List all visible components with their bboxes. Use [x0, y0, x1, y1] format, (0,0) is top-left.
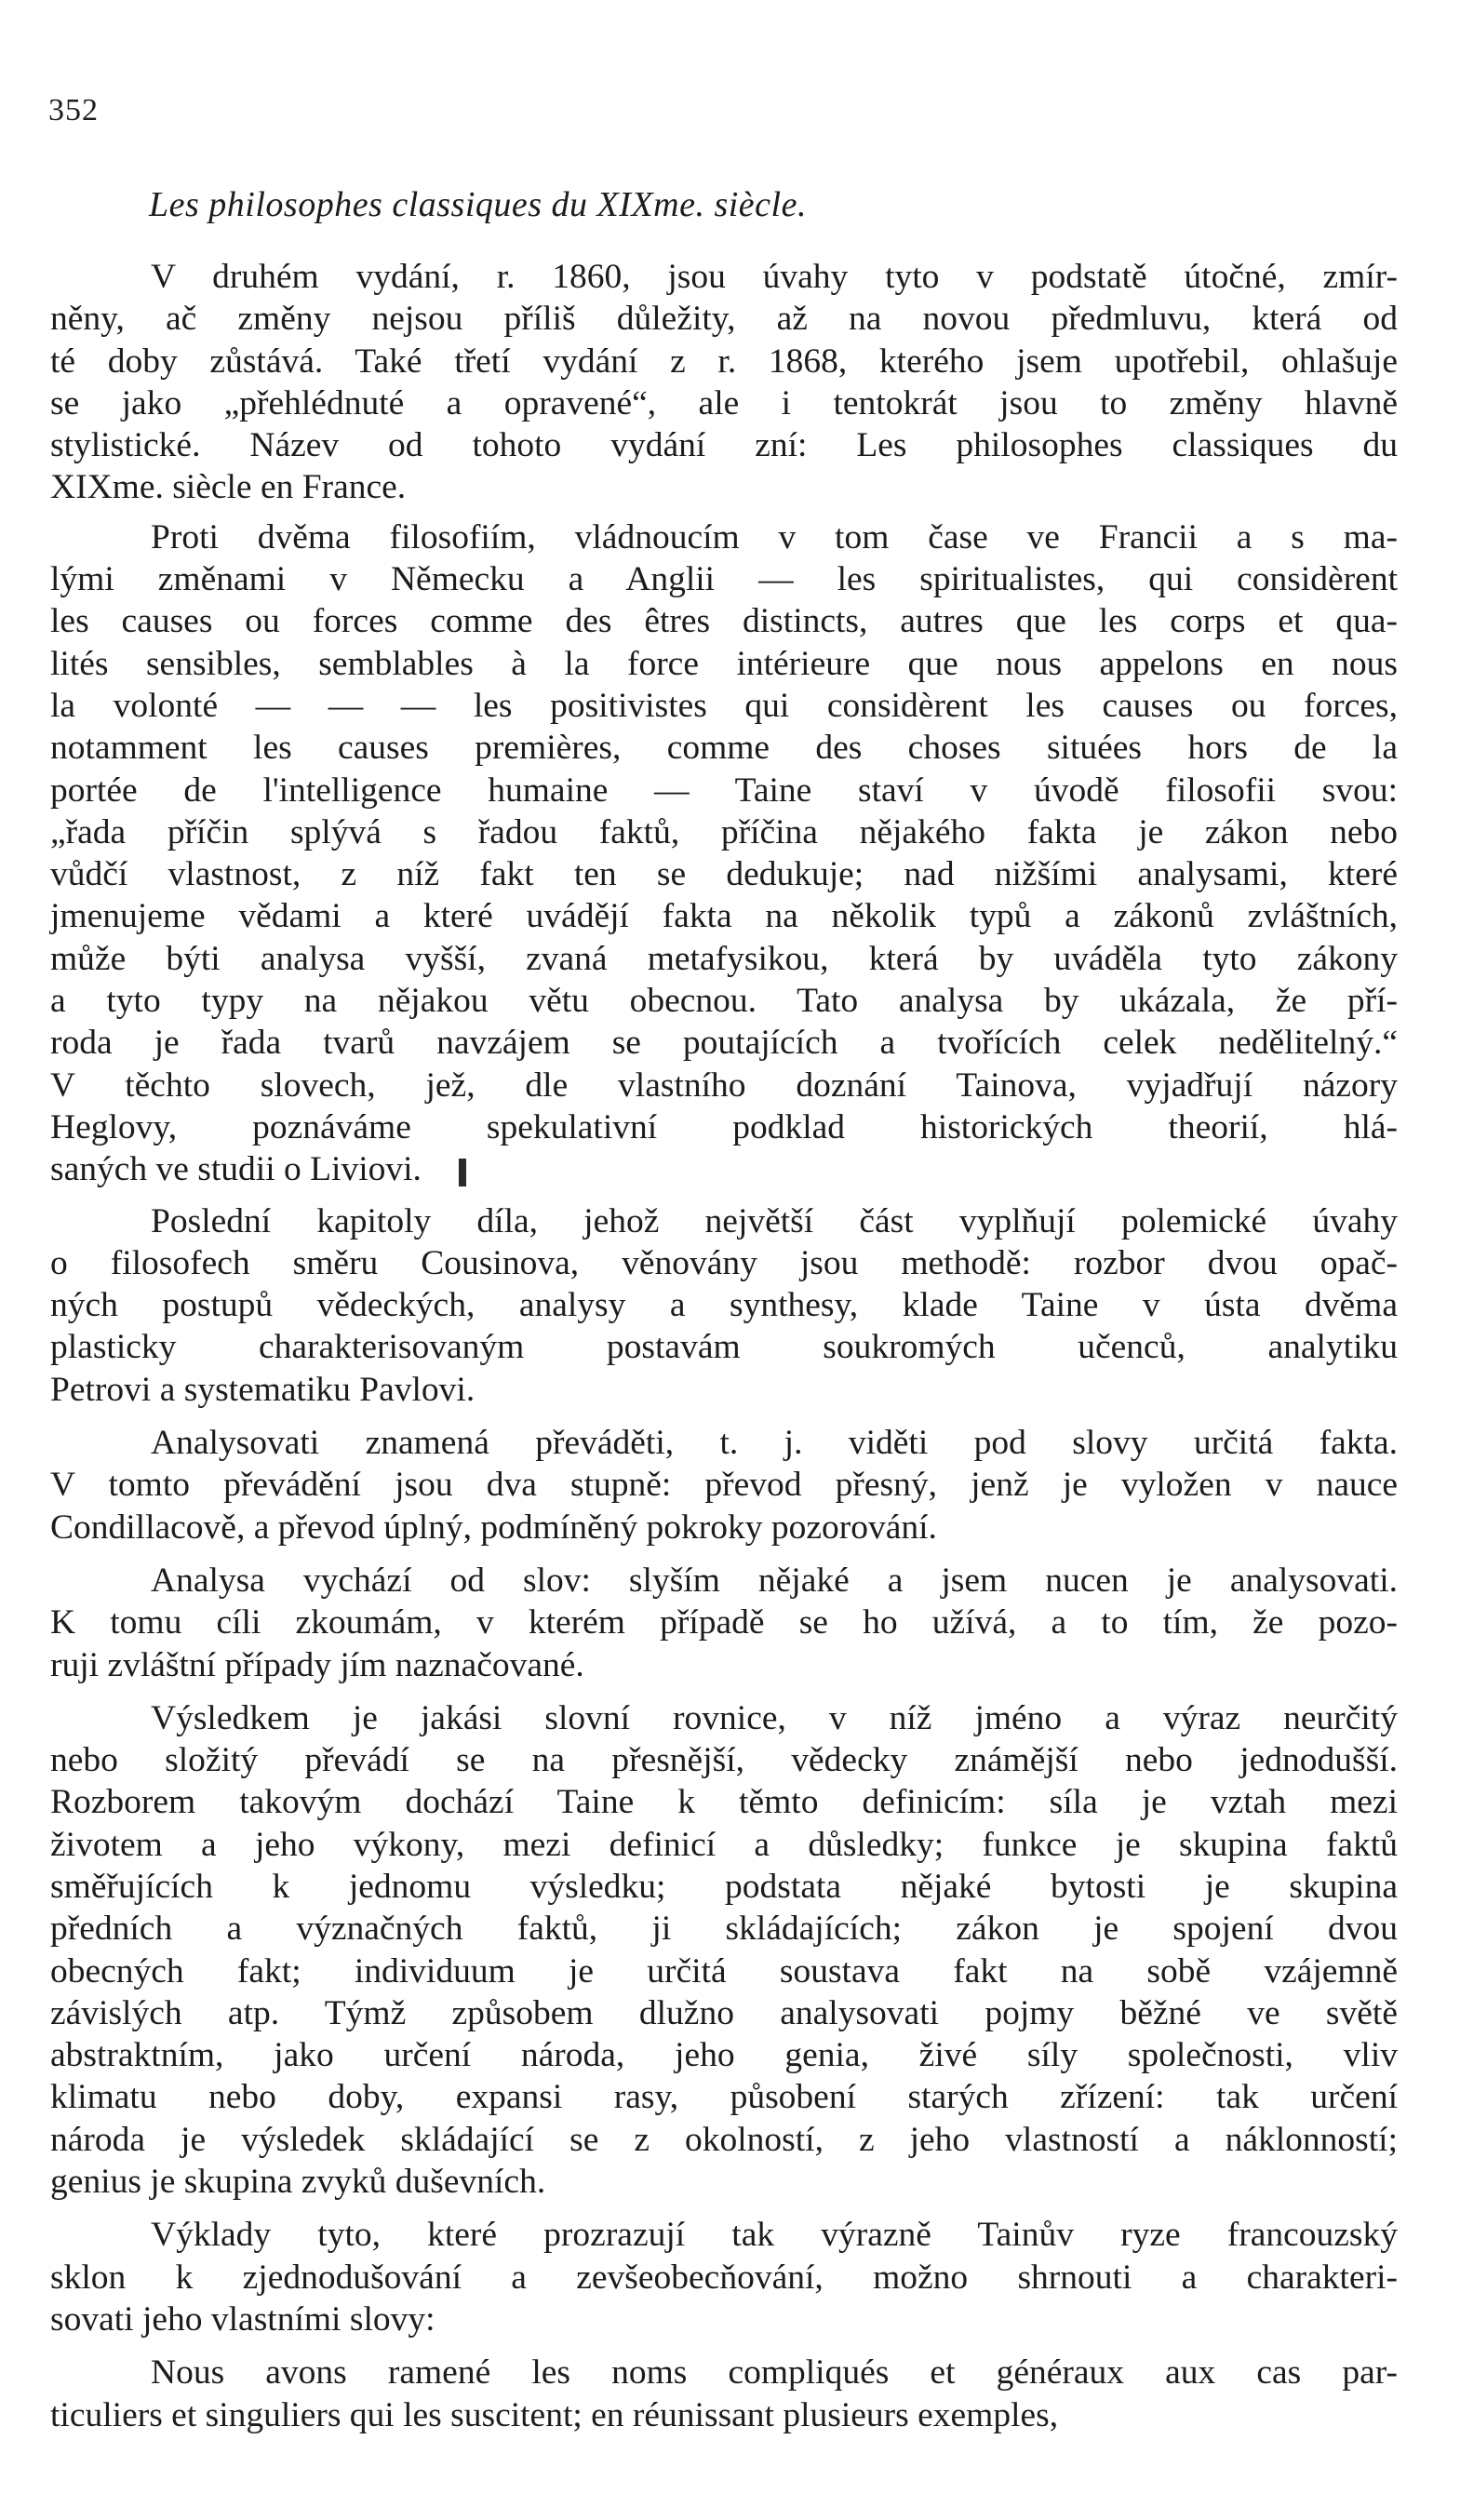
text-line: roda je řada tvarů navzájem se poutajících a tvořících celek nedělitelný.“	[50, 1024, 1398, 1063]
text-line: V tomto převádění jsou dva stupně: převod přesný, jenž je vyložen v nauce	[50, 1466, 1398, 1505]
text-line: národa je výsledek skládající se z okolností, z jeho vlastností a náklonností;	[50, 2120, 1398, 2159]
text-line: V těchto slovech, jež, dle vlastního doznání Tainova, vyjadřují názory	[50, 1066, 1398, 1105]
page-number: 352	[48, 93, 99, 127]
text-line: lými změnami v Německu a Anglii — les spiritualistes, qui considèrent	[50, 560, 1398, 599]
text-line: něny, ač změny nejsou příliš důležity, až na novou předmluvu, která od	[50, 300, 1398, 339]
text-line: Rozborem takovým dochází Taine k těmto definicím: síla je vztah mezi	[50, 1783, 1398, 1822]
page-body	[50, 247, 1398, 2436]
text-line: Analysa vychází od slov: slyším nějaké a jsem nucen je analysovati.	[151, 1561, 1398, 1600]
paragraph	[50, 1200, 1398, 1411]
text-line: ných postupů vědeckých, analysy a synthesy, klade Taine v ústa dvěma	[50, 1286, 1398, 1325]
paragraph	[50, 1560, 1398, 1686]
text-line: ticuliers et singuliers qui les suscitent; en réunissant plusieurs exemples,	[50, 2395, 1059, 2434]
text-line: lités sensibles, semblables à la force intérieure que nous appelons en nous	[50, 644, 1398, 683]
text-line: Poslední kapitoly díla, jehož největší část vyplňují polemické úvahy	[151, 1201, 1398, 1240]
text-line: portée de l'intelligence humaine — Taine staví v úvodě filosofii svou:	[50, 771, 1398, 810]
text-line: notamment les causes premières, comme des choses situées hors de la	[50, 729, 1398, 768]
text-line: stylistické. Název od tohoto vydání zní: Les philosophes classiques du	[50, 426, 1398, 465]
text-line: sovati jeho vlastními slovy:	[50, 2299, 435, 2339]
text-line: o filosofech směru Cousinova, věnovány jsou methodě: rozbor dvou opač-	[50, 1243, 1398, 1282]
paragraph	[50, 1697, 1398, 2204]
text-line: nebo složitý převádí se na přesnější, vědecky známější nebo jednodušší.	[50, 1741, 1398, 1780]
text-line: Analysovati znamená převáděti, t. j. viděti pod slovy určitá fakta.	[151, 1424, 1398, 1463]
text-line: předních a význačných faktů, ji skládajících; zákon je spojení dvou	[50, 1910, 1398, 1949]
text-line: Petrovi a systematiku Pavlovi.	[50, 1370, 476, 1409]
text-line: Proti dvěma filosofiím, vládnoucím v tom čase ve Francii a s ma-	[151, 517, 1398, 556]
text-line: obecných fakt; individuum je určitá soustava fakt na sobě vzájemně	[50, 1951, 1398, 1991]
text-line: jmenujeme vědami a které uvádějí fakta na několik typů a zákonů zvláštních,	[50, 897, 1398, 936]
text-line: a tyto typy na nějakou větu obecnou. Tato analysa by ukázala, že pří-	[50, 982, 1398, 1021]
text-line: sklon k zjednodušování a zevšeobecňování, možno shrnouti a charakteri-	[50, 2258, 1398, 2297]
text-line: genius je skupina zvyků duševních.	[50, 2163, 546, 2202]
text-line: Condillacově, a převod úplný, podmíněný pokroky pozorování.	[50, 1508, 937, 1547]
text-line: V druhém vydání, r. 1860, jsou úvahy tyto v podstatě útočné, zmír-	[151, 258, 1398, 296]
paragraph	[50, 516, 1398, 1191]
margin-mark	[459, 1159, 466, 1186]
text-line: les causes ou forces comme des êtres distincts, autres que les corps et qua-	[50, 602, 1398, 641]
text-line: se jako „přehlédnuté a opravené“, ale i tentokrát jsou to změny hlavně	[50, 383, 1398, 422]
text-line: té doby zůstává. Také třetí vydání z r. 1868, kterého jsem upotřebil, ohlašuje	[50, 342, 1398, 381]
text-line: vůdčí vlastnost, z níž fakt ten se dedukuje; nad nižšími analysami, které	[50, 855, 1398, 894]
text-line: XIXme. siècle en France.	[50, 468, 407, 507]
paragraph	[50, 2214, 1398, 2340]
text-line: závislých atp. Týmž způsobem dlužno analysovati pojmy běžné ve světě	[50, 1993, 1398, 2032]
text-line: K tomu cíli zkoumám, v kterém případě se ho užívá, a to tím, že pozo-	[50, 1603, 1398, 1642]
text-line: klimatu nebo doby, expansi rasy, působení starých zřízení: tak určení	[50, 2078, 1398, 2117]
text-line: Nous avons ramené les noms compliqués et généraux aux cas par-	[151, 2353, 1398, 2393]
text-line: saných ve studii o Liviovi.	[50, 1150, 422, 1189]
running-heading: Les philosophes classiques du XIXme. siècle.	[149, 185, 807, 224]
text-line: plasticky charakterisovaným postavám soukromých učenců, analytiku	[50, 1328, 1398, 1367]
paragraph	[50, 256, 1398, 509]
text-line: ruji zvláštní případy jím naznačované.	[50, 1645, 584, 1684]
text-line: Výklady tyto, které prozrazují tak výrazně Tainův ryze francouzský	[151, 2216, 1398, 2255]
text-line: abstraktním, jako určení národa, jeho genia, živé síly společnosti, vliv	[50, 2036, 1398, 2075]
paragraph	[50, 2352, 1398, 2436]
text-line: životem a jeho výkony, mezi definicí a důsledky; funkce je skupina faktů	[50, 1825, 1398, 1864]
text-line: „řada příčin splývá s řadou faktů, příčina nějakého fakta je zákon nebo	[50, 812, 1398, 851]
text-line: Heglovy, poznáváme spekulativní podklad historických theorií, hlá-	[50, 1107, 1398, 1146]
text-line: směřujících k jednomu výsledku; podstata nějaké bytosti je skupina	[50, 1867, 1398, 1906]
text-line: může býti analysa vyšší, zvaná metafysikou, která by uváděla tyto zákony	[50, 939, 1398, 978]
text-line: Výsledkem je jakási slovní rovnice, v níž jméno a výraz neurčitý	[151, 1698, 1398, 1737]
paragraph	[50, 1422, 1398, 1548]
text-line: la volonté — — — les positivistes qui considèrent les causes ou forces,	[50, 686, 1398, 725]
